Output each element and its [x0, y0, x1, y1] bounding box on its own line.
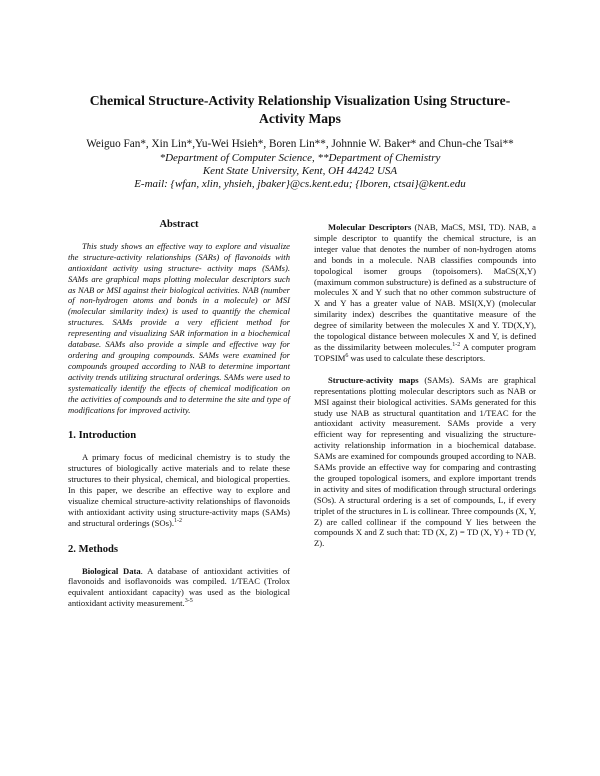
affiliation-block: [60, 152, 540, 191]
paper-title: Chemical Structure-Activity Relationship Visualization Using Structure-Activity Maps: [89, 93, 511, 126]
biological-data-paragraph: [68, 566, 290, 610]
introduction-paragraph: [68, 452, 290, 528]
introduction-citation: 1-2: [173, 517, 182, 524]
abstract-text: This study shows an effective way to explore and visualize the structure-activity relationships (SARs) of flavonoids with antioxidant activity using structure- activity maps (SAMs). SAMs are graphical maps plotting molecular descriptors such as NAB or MSI against their biological activities. NAB (number of non-hydrogen atoms and bonds in a molecule) or MSI (molecular similarity index) is used to quantify the chemical structures. SAMs provide a very efficient method for representing and visualizing SAR information in a biochemical database. SAMs also provide a simple and effective way for ordering and grouping compounds. SAMs were examined for compounds grouped according to NAB to determine important activity trends utilizing structural orderings. SAMs were used to systematically identify the effects of chemical modification on the activities of compounds and to determine the site and type of modifications for improved activity.: [68, 240, 290, 415]
methods-heading: 2. Methods: [68, 543, 119, 555]
molecular-descriptors-text-2: A computer program TOPSIM: [314, 341, 536, 363]
structure-activity-maps-text: (SAMs). SAMs are graphical representations plotting molecular descriptors such as NAB or MSI against their biological activities. SAMs generated for this study use NAB as structural quantitation and 1/TEAC for the antioxidant activity measurement. SAMs provide a very efficient way for representing and visualizing the structure-activity relationship information in a biochemical database. SAMs are examined for compounds grouped according to NAB. SAMs provide an effective way for comparing and contrasting the grouped topological isomers, and explore important trends in activity and sites of modification through structural orderings (SOs). A structural ordering is a set of compounds, L, if every triplet of the structures in L is collinear. Three compounds (X, Y, Z) are called collinear if the compound Y lies between the compounds X and Z such that: TD (X, Z) = TD (X, Y) + TD (Y, Z).: [314, 374, 536, 549]
topsim-citation: 6: [345, 353, 349, 360]
structure-activity-maps-lead: Structure-activity maps: [328, 374, 419, 385]
right-column: [314, 222, 536, 560]
molecular-descriptors-paragraph: [314, 222, 536, 364]
molecular-descriptors-citation: 1-2: [452, 342, 461, 349]
author-emails: E-mail: {wfan, xlin, yhsieh, jbaker}@cs.kent.edu; {lboren, ctsai}@kent.edu: [134, 178, 466, 190]
author-list: Weiguo Fan*, Xin Lin*,Yu-Wei Hsieh*, Boren Lin**, Johnnie W. Baker* and Chun-che Tsai**: [86, 138, 514, 150]
biological-data-lead: Biological Data: [82, 565, 141, 576]
introduction-text: A primary focus of medicinal chemistry is to study the structures of biologically active materials and to relate these structures to their physical, chemical, and biological properties. In this paper, we describe an effective way to explore and visualize chemical structure-activity relationships of flavonoids with antioxidant activity using structure-activity maps (SAMs) and structural orderings (SOs).: [68, 452, 290, 528]
affiliation-university: Kent State University, Kent, OH 44242 USA: [202, 165, 398, 177]
affiliation-departments: *Department of Computer Science, **Department of Chemistry: [159, 152, 441, 164]
structure-activity-maps-paragraph: [314, 375, 536, 550]
biological-data-citation: 3-5: [184, 598, 193, 605]
abstract-heading: Abstract: [159, 219, 199, 230]
biological-data-text: . A database of antioxidant activities of flavonoids and isoflavonoids was compiled. 1/TEAC (Trolox equivalent antioxidant capacity) was used as the biological antioxidant activity measurement.: [68, 565, 290, 609]
introduction-heading: 1. Introduction: [68, 430, 137, 442]
left-column: [68, 220, 290, 620]
molecular-descriptors-lead: Molecular Descriptors: [328, 222, 412, 232]
molecular-descriptors-text-3: was used to calculate these descriptors.: [348, 352, 486, 363]
molecular-descriptors-text: (NAB, MaCS, MSI, TD). NAB, a simple descriptor to quantify the chemical structure, is an integer value that denotes the number of non-hydrogen atoms and bonds in a molecule. NAB classifies compounds into topological isomer groups (topoisomers). MaCS(X,Y) (maximum common substructure) is defined as a substructure of molecules X and Y such that no other common substructure of X and Y has a greater value of NAB. MSI(X,Y) (molecular similarity index) describes the quantitative measure of the degree of similarity between the molecules X and Y. TD(X,Y), the topological distance between molecules X and Y, is defined as the dissimilarity between molecules.: [314, 222, 536, 352]
